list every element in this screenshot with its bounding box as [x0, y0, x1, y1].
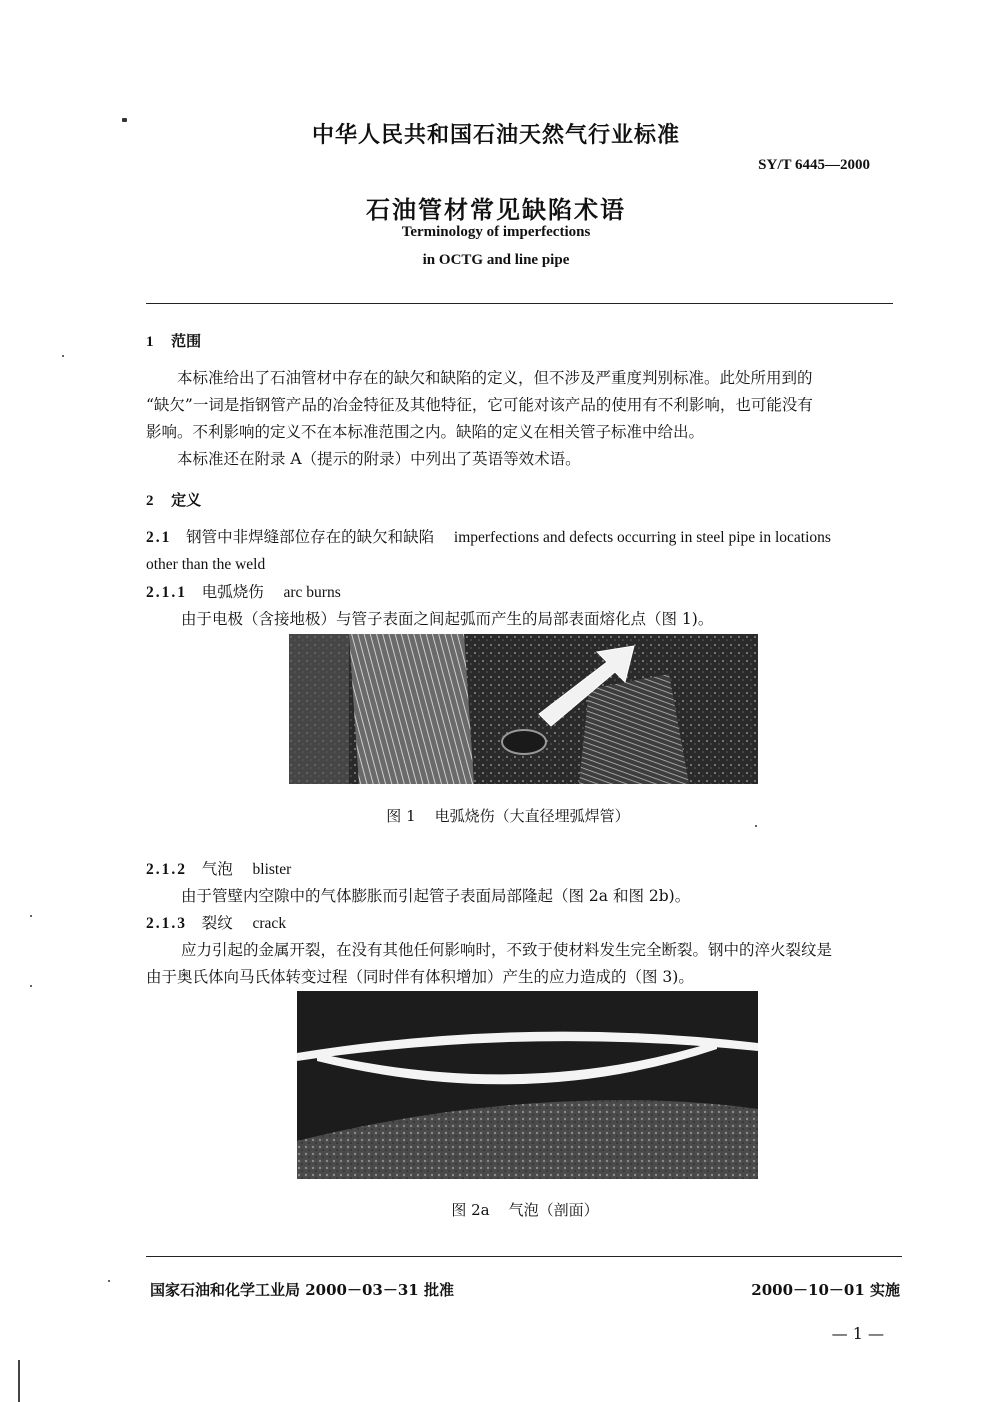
section-2-heading: [146, 489, 201, 510]
scope-line-4: 本标准还在附录 A（提示的附录）中列出了英语等效术语。: [177, 450, 581, 468]
clause-2-1-3-definition-line2: 由于奥氏体向马氏体转变过程（同时伴有体积增加）产生的应力造成的（图 3)。: [146, 968, 694, 986]
footer-rule: [146, 1256, 902, 1257]
clause-2-1-3-term-cn: 裂纹: [201, 914, 233, 932]
clause-2-1-3-number: 2.1.3: [146, 915, 187, 932]
clause-2-1-1-definition: 由于电极（含接地极）与管子表面之间起弧而产生的局部表面熔化点（图 1)。: [181, 610, 714, 628]
figure-2a-image: [297, 991, 758, 1179]
figure-1-image: [289, 634, 758, 784]
clause-2-1-line1: [146, 524, 906, 551]
clause-2-1-term-en: imperfections and defects occurring in steel pipe in locations: [453, 529, 831, 546]
scan-speck: [108, 1280, 110, 1282]
clause-2-1-3: [146, 910, 906, 991]
section-2-title: 定义: [171, 491, 202, 509]
issuing-body: 中华人民共和国石油天然气行业标准: [311, 122, 680, 148]
figure-2a-caption: 图 2a 气泡（剖面）: [451, 1201, 599, 1219]
header-rule: [146, 303, 893, 304]
clause-2-1-term-cn: 钢管中非焊缝部位存在的缺欠和缺陷: [186, 528, 435, 546]
clause-2-1-1-term-cn: 电弧烧伤: [201, 583, 264, 601]
section-1-heading: [146, 330, 201, 351]
scan-edge: [18, 1360, 20, 1402]
section-1-number: 1: [146, 334, 156, 350]
title-en-line1: Terminology of imperfections: [401, 224, 591, 240]
title-en-line2: in OCTG and line pipe: [422, 252, 570, 268]
figure-2a-photo: [297, 991, 758, 1179]
scope-line-3: 影响。不利影响的定义不在本标准范围之内。缺陷的定义在相关管子标准中给出。: [146, 423, 705, 441]
figure-1-photo: [289, 634, 758, 784]
section-2-number: 2: [146, 493, 156, 509]
clause-2-1-line2: other than the weld: [146, 556, 266, 573]
clause-2-1-1-heading: [146, 579, 906, 606]
clause-2-1-2-number: 2.1.2: [146, 861, 187, 878]
approval-line: 国家石油和化学工业局 2000－03－31 批准: [150, 1281, 454, 1299]
clause-2-1-2: [146, 856, 906, 910]
clause-2-1-3-definition-line1: 应力引起的金属开裂，在没有其他任何影响时，不致于使材料发生完全断裂。钢中的淬火裂纹是: [181, 941, 833, 959]
clause-2-1-1: [146, 579, 906, 633]
scan-speck: [122, 118, 127, 122]
clause-2-1-2-term-cn: 气泡: [201, 860, 233, 878]
clause-2-1-2-heading: [146, 856, 906, 883]
clause-2-1-1-term-en: arc burns: [283, 584, 341, 601]
scope-line-1: 本标准给出了石油管材中存在的缺欠和缺陷的定义，但不涉及严重度判别标准。此处所用到的: [177, 369, 813, 387]
clause-2-1-2-definition: 由于管壁内空隙中的气体膨胀而引起管子表面局部隆起（图 2a 和图 2b)。: [181, 887, 691, 905]
standard-code: SY/T 6445—2000: [758, 157, 870, 173]
scan-speck: [62, 355, 64, 357]
figure-1-caption: 图 1 电弧烧伤（大直径埋弧焊管）: [386, 807, 630, 825]
scan-speck: [30, 915, 32, 917]
title-cn: 石油管材常见缺陷术语: [366, 195, 626, 224]
scope-paragraph: [146, 365, 906, 473]
scan-speck: [30, 985, 32, 987]
clause-2-1-2-term-en: blister: [252, 861, 292, 878]
scope-line-2: “缺欠”一词是指钢管产品的冶金特征及其他特征，它可能对该产品的使用有不利影响，也可能没有: [146, 396, 813, 414]
clause-2-1-1-number: 2.1.1: [146, 584, 187, 601]
scan-speck: [755, 825, 757, 827]
section-1-title: 范围: [171, 332, 202, 350]
clause-2-1-3-heading: [146, 910, 906, 937]
clause-2-1-3-term-en: crack: [252, 915, 287, 932]
clause-2-1-number: 2.1: [146, 529, 172, 546]
page-number: — 1 —: [831, 1324, 884, 1343]
clause-2-1: [146, 524, 906, 578]
effective-date: 2000－10－01 实施: [751, 1281, 900, 1299]
